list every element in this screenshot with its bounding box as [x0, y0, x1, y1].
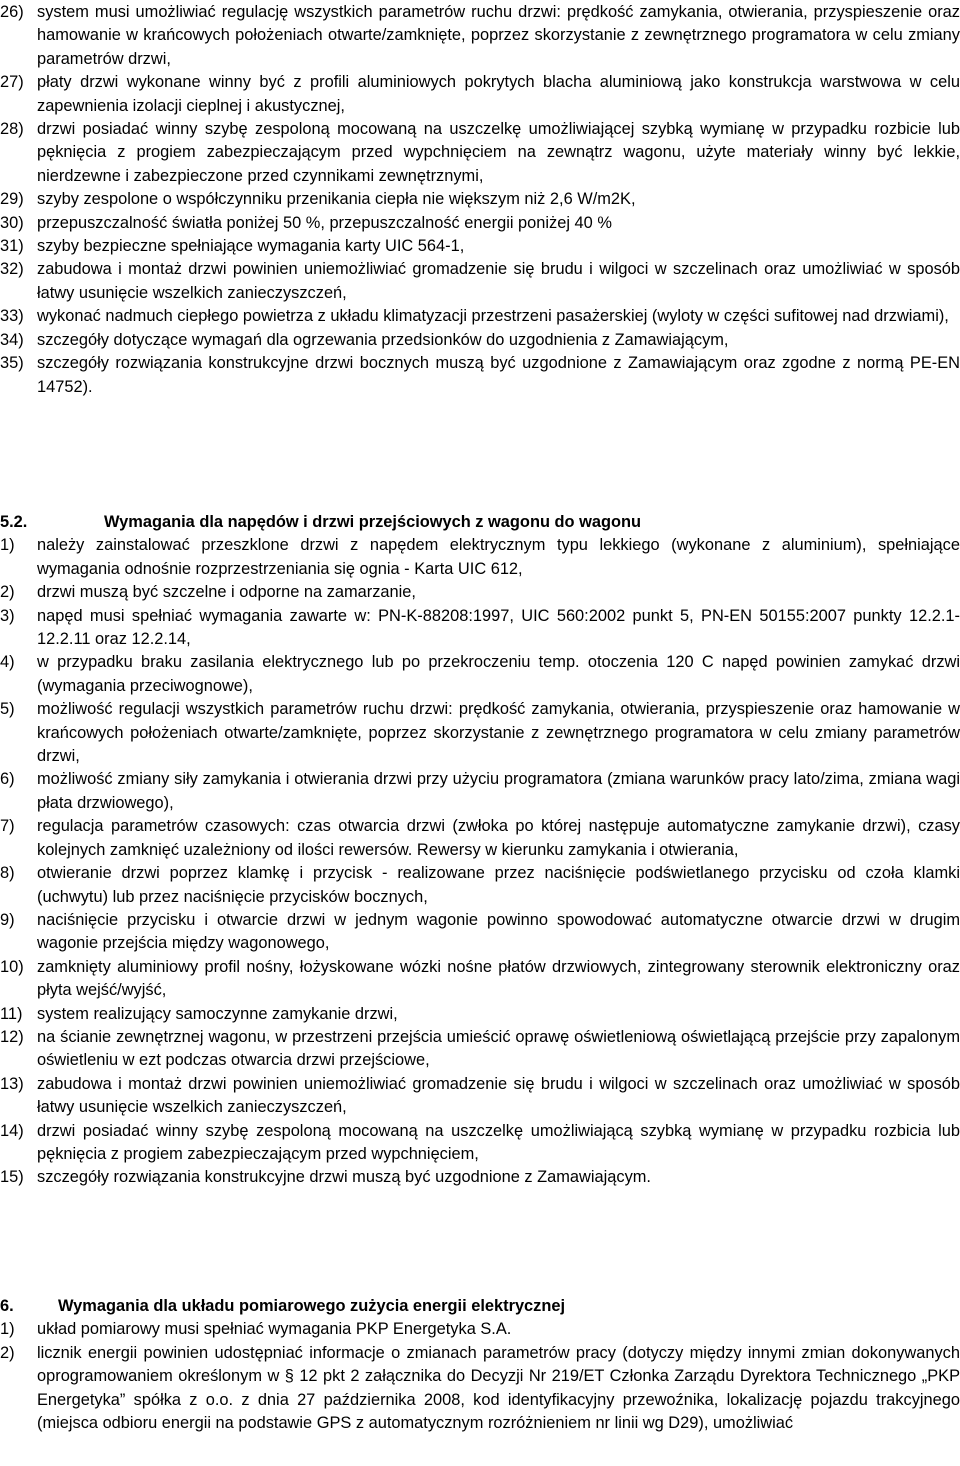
item-text: szczegóły rozwiązania konstrukcyjne drzwi muszą być uzgodnione z Zamawiającym.: [37, 1168, 651, 1187]
item-text: szczegóły dotyczące wymagań dla ogrzewania przedsionków do uzgodnienia z Zamawiającym,: [37, 330, 729, 349]
list-item: [0, 909, 960, 956]
item-text: szyby zespolone o współczynniku przenikania ciepła nie większym niż 2,6 W/m2K,: [37, 190, 636, 209]
item-text: licznik energii powinien udostępniać informacje o zmianach parametrów pracy (dotyczy między innymi zmian dokonywanych oprogramowaniem określonym w § 12 pkt 2 załącznika do Decyzji Nr 219/ET Członka Zarządu Dyrektora Technicznego „PKP Energetyka” spółka z o.o. z dnia 27 października 2008, kod identyfikacyjny przewoźnika, lokalizację pojazdu trakcyjnego (miejsca odbioru energii na podstawie GPS z automatycznym rozróżnieniem nr linii wg D29), umożliwiać: [37, 1343, 960, 1433]
list-item: [0, 258, 960, 305]
item-number: 4): [0, 653, 15, 672]
list-item: [0, 352, 960, 399]
item-text: należy zainstalować przeszklone drzwi z napędem elektrycznym typu lekkiego (wykonane z aluminium), spełniające wymagania odnośnie rozprzestrzeniania się ognia - Karta UIC 612,: [37, 536, 960, 578]
item-text: zabudowa i montaż drzwi powinien uniemożliwiać gromadzenie się brudu i wilgoci w szczelinach oraz umożliwiać w sposób łatwy usunięcie wszelkich zanieczyszczeń,: [37, 260, 960, 302]
item-text: drzwi posiadać winny szybę zespoloną mocowaną na uszczelkę umożliwiającą szybką wymianę w przypadku rozbicia lub pęknięcia z progiem zabezpieczającym przed wypchnięciem,: [37, 1121, 960, 1163]
item-number: 2): [0, 583, 15, 602]
item-number: 32): [0, 260, 24, 279]
list-item: [0, 188, 960, 211]
item-number: 27): [0, 73, 24, 92]
item-number: 34): [0, 330, 24, 349]
list-item: [0, 118, 960, 188]
list-item: [0, 1003, 960, 1026]
list-item: [0, 581, 960, 604]
item-number: 28): [0, 120, 24, 139]
item-number: 35): [0, 354, 24, 373]
item-number: 10): [0, 957, 24, 976]
item-text: regulacja parametrów czasowych: czas otwarcia drzwi (zwłoka po której następuje automatyczne zamykanie drzwi), czasy kolejnych zamknięć uzależniony od ilości rewersów. Rewersy w kierunku zamykania i otwierania,: [37, 817, 960, 859]
list-item: [0, 71, 960, 118]
section-6: [0, 1295, 960, 1435]
list-item: [0, 1120, 960, 1167]
item-number: 1): [0, 1320, 15, 1339]
section-title: Wymagania dla napędów i drzwi przejściowych z wagonu do wagonu: [104, 513, 642, 531]
section-heading: [0, 1295, 960, 1318]
section-title: Wymagania dla układu pomiarowego zużycia energii elektrycznej: [58, 1297, 566, 1315]
list-item: [0, 1026, 960, 1073]
section-5-1-continuation: [0, 1, 960, 399]
item-text: naciśnięcie przycisku i otwarcie drzwi w jednym wagonie powinno spowodować automatyczne otwarcie drzwi w drugim wagonie przejścia między wagonowego,: [37, 910, 960, 953]
item-text: otwieranie drzwi poprzez klamkę i przycisk - realizowane przez naciśnięcie podświetlanego przycisku od czoła klamki (uchwytu) lub przez naciśnięcie przycisków bocznych,: [37, 864, 960, 906]
list-item: [0, 605, 960, 652]
item-text: możliwość zmiany siły zamykania i otwierania drzwi przy użyciu programatora (zmiana warunków pracy lato/zima, zmiana wagi płata drzwiowego),: [37, 770, 960, 812]
item-number: 9): [0, 910, 15, 929]
list-item: [0, 1342, 960, 1436]
item-text: zabudowa i montaż drzwi powinien uniemożliwiać gromadzenie się brudu i wilgoci w szczelinach oraz umożliwiać w sposób łatwy usunięcie wszelkich zanieczyszczeń,: [37, 1074, 960, 1117]
item-number: 30): [0, 213, 24, 232]
item-number: 29): [0, 190, 24, 209]
list-item: [0, 651, 960, 698]
item-number: 3): [0, 606, 15, 625]
list-item: [0, 235, 960, 258]
section-5-2: [0, 511, 960, 1190]
item-text: drzwi posiadać winny szybę zespoloną mocowaną na uszczelkę umożliwiającej szybką wymianę w przypadku rozbicie lub pęknięcia z progiem zabezpieczającym przed wypchnięciem na zewnątrz wagonu, użyte materiały winny być lekkie, nierdzewne i zabezpieczone przed czynnikami zewnętrznymi,: [37, 120, 960, 185]
item-text: system musi umożliwiać regulację wszystkich parametrów ruchu drzwi: prędkość zamykania, otwierania, przyspieszenie oraz hamowanie w krańcowych położeniach otwarte/zamknięte, poprzez skorzystanie z zewnętrznego programatora w celu zmiany parametrów drzwi,: [37, 3, 960, 68]
item-number: 1): [0, 536, 15, 555]
item-number: 26): [0, 3, 24, 21]
list-item: [0, 329, 960, 352]
list-item: [0, 1073, 960, 1120]
item-text: napęd musi spełniać wymagania zawarte w: PN-K-88208:1997, UIC 560:2002 punkt 5, PN-EN 50155:2007 punkty 12.2.1-12.2.11 oraz 12.2.14,: [37, 606, 960, 649]
item-number: 11): [0, 1004, 23, 1023]
item-text: system realizujący samoczynne zamykanie drzwi,: [37, 1004, 398, 1023]
list-item: [0, 698, 960, 768]
item-text: drzwi muszą być szczelne i odporne na zamarzanie,: [37, 583, 416, 602]
item-number: 14): [0, 1121, 24, 1140]
item-number: 6): [0, 770, 15, 789]
item-text: zamknięty aluminiowy profil nośny, łożyskowane wózki nośne płatów drzwiowych, zintegrowany sterownik elektroniczny oraz płyta wejść/wyjść,: [37, 957, 960, 1000]
item-number: 31): [0, 237, 24, 256]
item-text: płaty drzwi wykonane winny być z profili aluminiowych pokrytych blacha aluminiową jako konstrukcja warstwowa w celu zapewnienia izolacji cieplnej i akustycznej,: [37, 73, 960, 115]
list-item: [0, 1318, 960, 1341]
item-text: możliwość regulacji wszystkich parametrów ruchu drzwi: prędkość zamykania, otwierania, przyspieszenie oraz hamowanie w krańcowych położeniach otwarte/zamknięte, poprzez skorzystanie z zewnętrznego programatora w celu zmiany parametrów drzwi,: [37, 700, 960, 766]
list-item: [0, 862, 960, 909]
list-item: [0, 305, 960, 328]
list-item: [0, 534, 960, 581]
item-text: przepuszczalność światła poniżej 50 %, przepuszczalność energii poniżej 40 %: [37, 213, 612, 232]
item-number: 15): [0, 1168, 24, 1187]
list-item: [0, 815, 960, 862]
item-number: 13): [0, 1074, 24, 1093]
section-number: 5.2.: [0, 513, 28, 531]
item-number: 2): [0, 1343, 15, 1362]
item-text: szczegóły rozwiązania konstrukcyjne drzwi bocznych muszą być uzgodnione z Zamawiającym oraz zgodne z normą PE-EN 14752).: [37, 354, 960, 396]
list-item: [0, 956, 960, 1003]
item-text: szyby bezpieczne spełniające wymagania karty UIC 564-1,: [37, 237, 465, 256]
item-text: na ścianie zewnętrznej wagonu, w przestrzeni przejścia umieścić oprawę oświetleniową oświetlającą przejście przy zapalonym oświetleniu w ezt podczas otwarcia drzwi przejściowe,: [37, 1027, 960, 1070]
section-number: 6.: [0, 1297, 14, 1315]
item-number: 5): [0, 700, 15, 719]
item-text: w przypadku braku zasilania elektrycznego lub po przekroczeniu temp. otoczenia 120 C napęd powinien zamykać drzwi (wymagania przeciwognowe),: [37, 653, 960, 695]
item-text: wykonać nadmuch ciepłego powietrza z układu klimatyzacji przestrzeni pasażerskiej (wyloty w części sufitowej nad drzwiami),: [37, 307, 949, 326]
item-text: układ pomiarowy musi spełniać wymagania PKP Energetyka S.A.: [37, 1320, 512, 1339]
item-number: 8): [0, 864, 15, 883]
section-heading: [0, 511, 960, 534]
list-item: [0, 1166, 960, 1189]
item-number: 33): [0, 307, 24, 326]
item-number: 7): [0, 817, 15, 836]
list-item: [0, 1, 960, 71]
item-number: 12): [0, 1027, 24, 1046]
list-item: [0, 212, 960, 235]
list-item: [0, 768, 960, 815]
